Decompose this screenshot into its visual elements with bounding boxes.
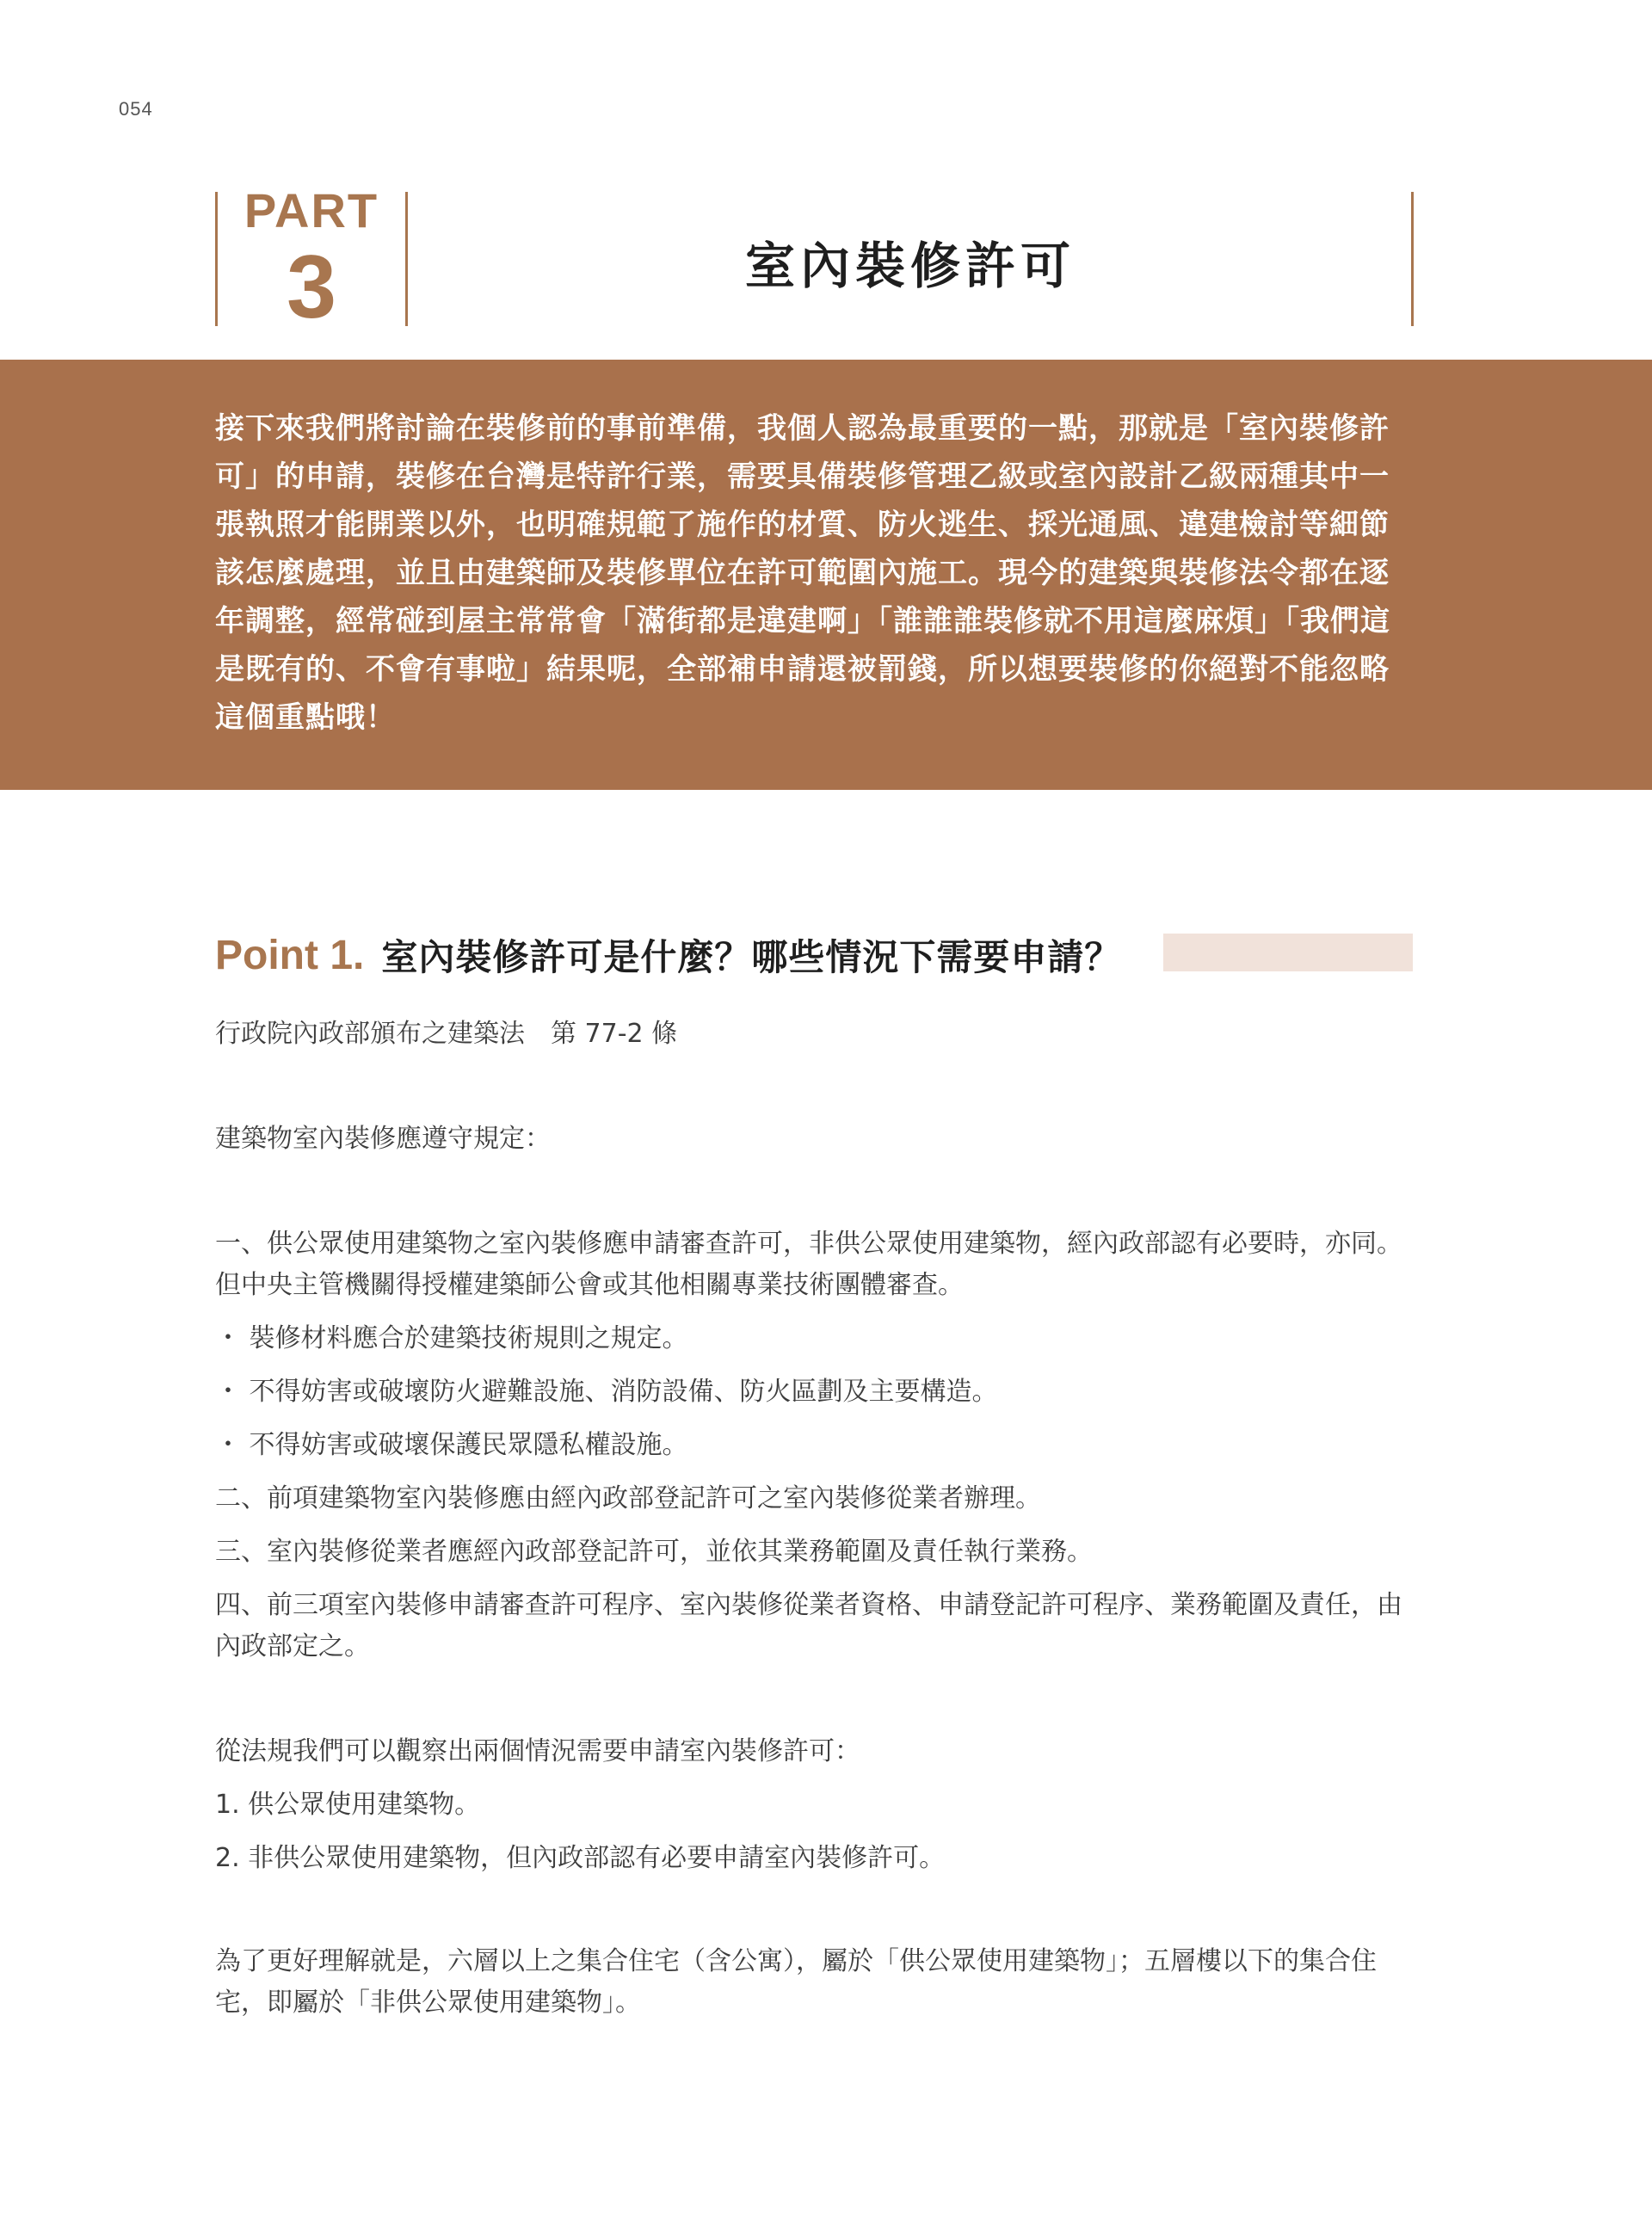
law-item: ・ 不得妨害或破壞保護民眾隱私權設施。: [215, 1430, 688, 1460]
point-accent-bar: [1163, 934, 1413, 971]
law-item: ・ 裝修材料應合於建築技術規則之規定。: [215, 1323, 688, 1353]
header-divider-middle: [405, 192, 408, 326]
law-item: 四、前三項室內裝修申請審查許可程序、室內裝修從業者資格、申請登記許可程序、業務範圍及責任，由內政部定之。: [215, 1590, 1402, 1661]
observation-heading: 從法規我們可以觀察出兩個情況需要申請室內裝修許可：: [215, 1736, 860, 1766]
law-source: 行政院內政部頒布之建築法 第 77-2 條: [215, 1019, 678, 1049]
point-label: Point 1.: [215, 932, 365, 978]
page-title: 室內裝修許可: [744, 237, 1076, 295]
law-item: ・ 不得妨害或破壞防火避難設施、消防設備、防火區劃及主要構造。: [215, 1377, 998, 1407]
conclusion-paragraph: 為了更好理解就是，六層以上之集合住宅（含公寓），屬於「供公眾使用建築物」；五層樓以下的集合住宅，即屬於「非供公眾使用建築物」。: [215, 1946, 1377, 2018]
header-divider-right: [1411, 192, 1414, 326]
law-item: 一、供公眾使用建築物之室內裝修應申請審查許可，非供公眾使用建築物，經內政部認有必要時，亦同。但中央主管機關得授權建築師公會或其他相關專業技術團體審查。: [215, 1229, 1402, 1300]
part-number: 3: [287, 237, 336, 337]
law-item: 三、室內裝修從業者應經內政部登記許可，並依其業務範圍及責任執行業務。: [215, 1537, 1093, 1567]
observation-item: 1. 供公眾使用建築物。: [215, 1790, 481, 1820]
law-item: 二、前項建築物室內裝修應由經內政部登記許可之室內裝修從業者辦理。: [215, 1483, 1041, 1513]
intro-paragraph: 接下來我們將討論在裝修前的事前準備，我個人認為最重要的一點，那就是「室內裝修許可」的申請，裝修在台灣是特許行業，需要具備裝修管理乙級或室內設計乙級兩種其中一張執照才能開業以外，也明確規範了施作的材質、防火逃生、採光通風、違建檢討等細節該怎麼處理，並且由建築師及裝修單位在許可範圍內施工。現今的建築與裝修法令都在逐年調整，經常碰到屋主常常會「滿街都是違建啊」「誰誰誰裝修就不用這麼麻煩」「我們這是既有的、不會有事啦」結果呢，全部補申請還被罰錢，所以想要裝修的你絕對不能忽略這個重點哦！: [215, 411, 1390, 735]
observation-block: [215, 1731, 1413, 1879]
page-number: 054: [119, 98, 153, 120]
law-list: [215, 1224, 1413, 1667]
observation-item: 2. 非供公眾使用建築物，但內政部認有必要申請室內裝修許可。: [215, 1843, 946, 1873]
part-label: PART: [243, 183, 379, 237]
point-heading: [215, 925, 1121, 985]
point-title: 室內裝修許可是什麼？哪些情況下需要申請？: [381, 936, 1122, 978]
law-heading: 建築物室內裝修應遵守規定：: [215, 1124, 551, 1154]
